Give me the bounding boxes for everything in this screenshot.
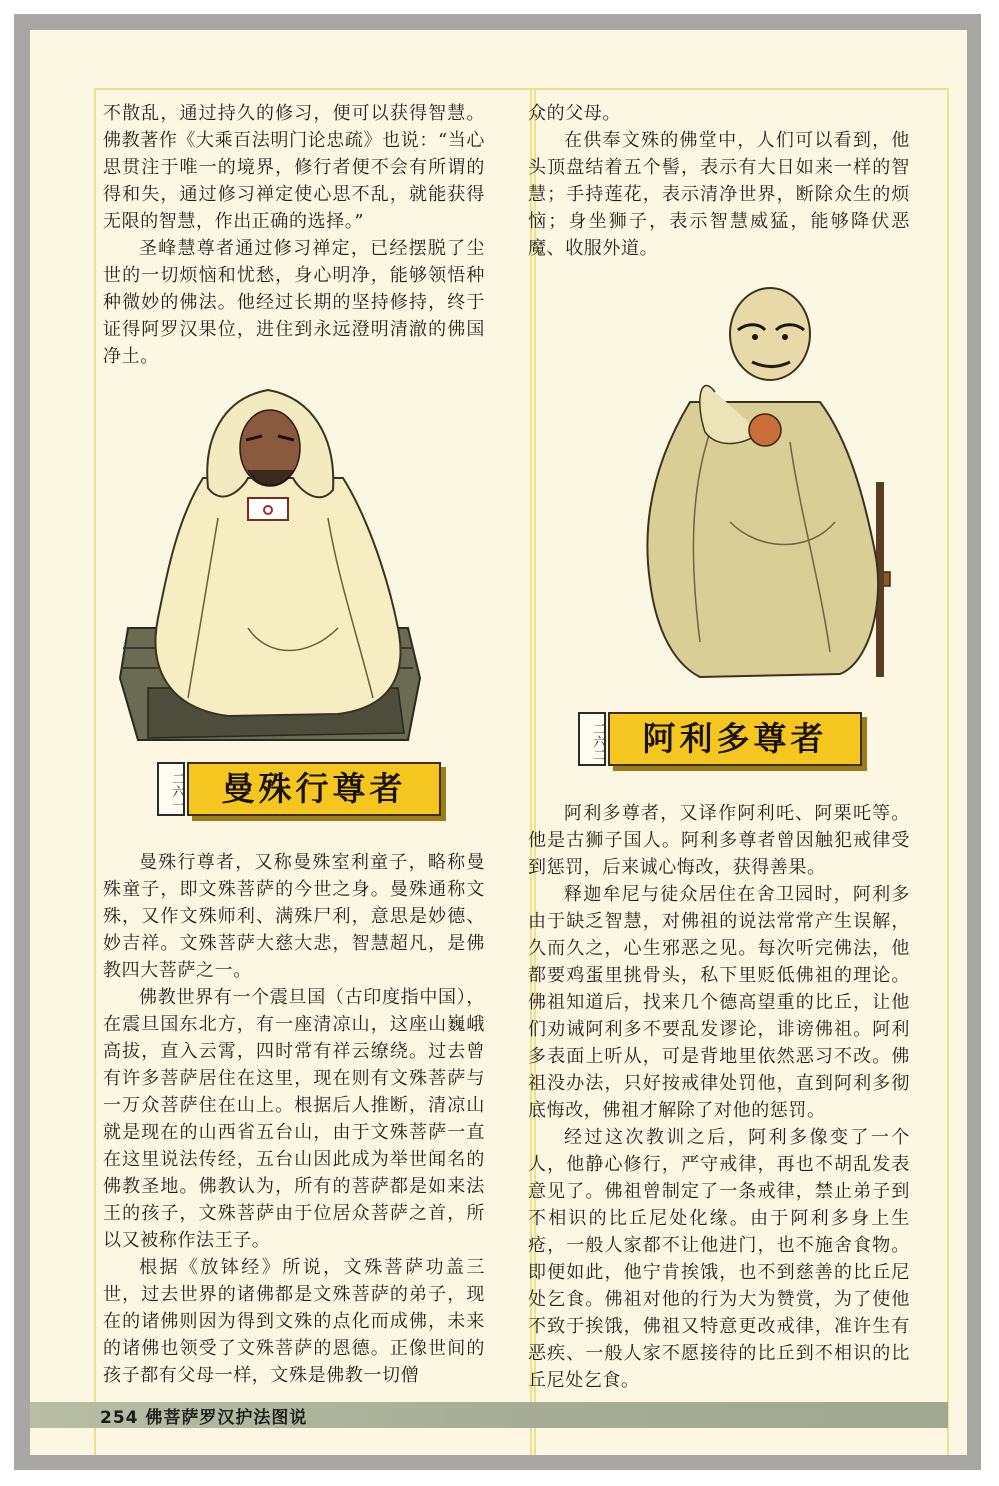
right-body-text (528, 800, 910, 1394)
paragraph: 阿利多尊者，又译作阿利吒、阿栗吒等。他是古狮子国人。阿利多尊者曾因触犯戒律受到惩罚，后来诚心悔改，获得善果。 (528, 803, 910, 878)
paragraph: 经过这次教训之后，阿利多像变了一个人，他静心修行，严守戒律，再也不胡乱发表意见了。佛祖曾制定了一条戒律，禁止弟子到不相识的比丘尼处化缘。由于阿利多身上生疮，一般人家都不让他进门，也不施舍食物。即便如此，他宁肯挨饿，也不到慈善的比丘尼处乞食。佛祖对他的行为大为赞赏，为了使他不致于挨饿，佛祖又特意更改戒律，准许生有恶疾、一般人家不愿接待的比丘到不相识的比丘尼处乞食。 (528, 1127, 910, 1391)
right-title-banner (578, 712, 878, 766)
manshu-arhat-illustration (108, 378, 428, 756)
paragraph: 在供奉文殊的佛堂中，人们可以看到，他头顶盘结着五个髻，表示有大日如来一样的智慧；手持莲花，表示清净世界，断除众生的烦恼；身坐狮子，表示智慧威猛，能够降伏恶魔、收服外道。 (528, 130, 910, 259)
footer-page-label: 254 佛菩萨罗汉护法图说 (100, 1408, 308, 1428)
left-title-number: 二六一 (157, 762, 185, 816)
paragraph: 曼殊行尊者，又称曼殊室利童子，略称曼殊童子，即文殊菩萨的今世之身。曼殊通称文殊，又作文殊师利、满殊尸利，意思是妙德、妙吉祥。文殊菩萨大慈大悲，智慧超凡，是佛教四大菩萨之一。 (103, 852, 485, 981)
paragraph: 释迦牟尼与徒众居住在舍卫园时，阿利多由于缺乏智慧，对佛祖的说法常常产生误解，久而久之，心生邪恶之见。每次听完佛法，他都要鸡蛋里挑骨头，私下里贬低佛祖的理论。佛祖知道后，找来几个德高望重的比丘，让他们劝诫阿利多不要乱发谬论，诽谤佛祖。阿利多表面上听从，可是背地里依然恶习不改。佛祖没办法，只好按戒律处罚他，直到阿利多彻底悔改，佛祖才解除了对他的惩罚。 (528, 884, 910, 1121)
paragraph: 佛教世界有一个震旦国（古印度指中国），在震旦国东北方，有一座清凉山，这座山巍峨高拔，直入云霄，四时常有祥云缭绕。过去曾有许多菩萨居住在这里，现在则有文殊菩萨与一万众菩萨住在山上。根据后人推断，清凉山就是现在的山西省五台山，由于文殊菩萨一直在这里说法传经，五台山因此成为举世闻名的佛教圣地。佛教认为，所有的菩萨都是如来法王的孩子，文殊菩萨由于位居众菩萨之首，所以又被称作法王子。 (103, 987, 485, 1251)
paragraph: 根据《放钵经》所说，文殊菩萨功盖三世，过去世界的诸佛都是文殊菩萨的弟子，现在的诸佛则因为得到文殊的点化而成佛，未来的诸佛也领受了文殊菩萨的恩德。正像世间的孩子都有父母一样，文殊是佛教一切僧 (103, 1257, 485, 1386)
right-title: 阿利多尊者 (608, 712, 862, 766)
paragraph: 不散乱，通过持久的修习，便可以获得智慧。佛教著作《大乘百法明门论忠疏》也说：“当心思贯注于唯一的境界，修行者便不会有所谓的得和失，通过修习禅定使心思不乱，就能获得无限的智慧，作出正确的选择。” (103, 103, 485, 232)
left-title: 曼殊行尊者 (187, 762, 441, 816)
left-body-text (103, 849, 485, 1389)
right-title-number: 二六二 (578, 712, 606, 766)
arita-arhat-illustration (620, 282, 910, 694)
paragraph: 众的父母。 (528, 103, 621, 124)
right-intro-text (528, 100, 910, 262)
left-title-banner (157, 762, 457, 816)
paragraph: 圣峰慧尊者通过修习禅定，已经摆脱了尘世的一切烦恼和忧愁，身心明净，能够领悟种种微妙的佛法。他经过长期的坚持修持，终于证得阿罗汉果位，进住到永远澄明清澈的佛国净土。 (103, 238, 485, 367)
left-intro-text (103, 100, 485, 370)
page-footer (30, 1402, 948, 1428)
